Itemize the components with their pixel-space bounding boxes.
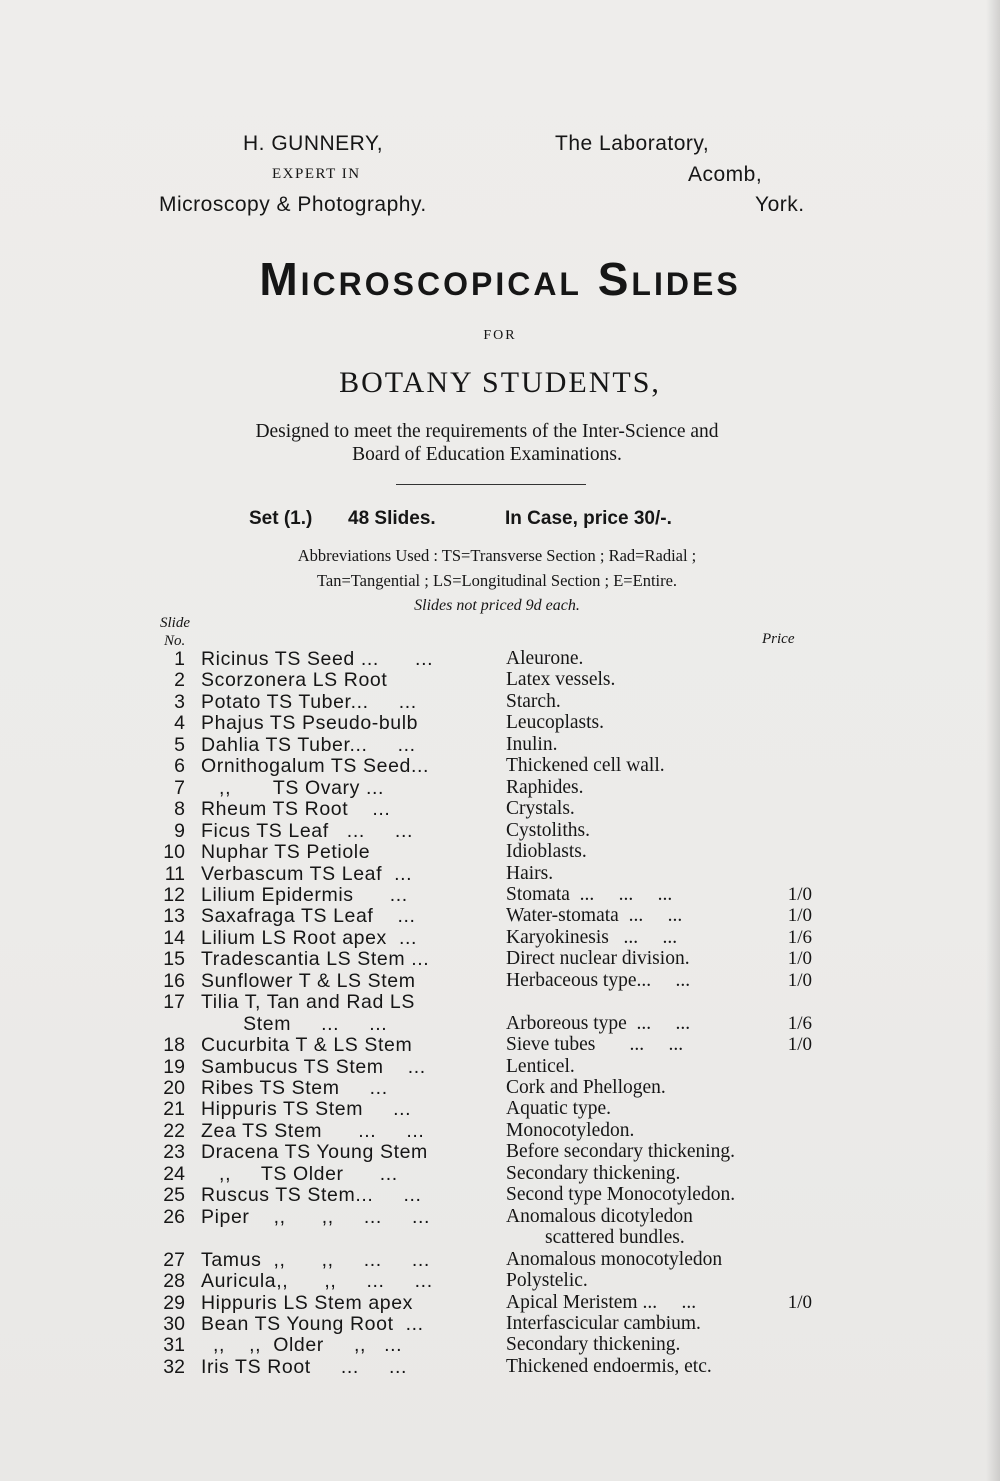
slide-specimen: Dracena TS Young Stem [201, 1141, 428, 1164]
slide-row [0, 712, 1000, 734]
slide-specimen: Zea TS Stem ... ... [201, 1119, 425, 1142]
slide-feature: Aquatic type. [506, 1098, 612, 1120]
slide-specimen: Auricula,, ,, ... ... [201, 1270, 433, 1293]
column-header-no: No. [164, 633, 186, 649]
slide-count: 48 Slides. [348, 508, 436, 529]
slide-number: 4 [174, 712, 185, 735]
slide-specimen: Phajus TS Pseudo-bulb [201, 712, 419, 735]
slide-feature: Karyokinesis ... ... [506, 926, 678, 948]
slide-specimen: Potato TS Tuber... ... [201, 690, 417, 713]
slide-specimen: Ficus TS Leaf ... ... [201, 819, 413, 842]
case-price: In Case, price 30/-. [505, 508, 672, 529]
slide-feature: Starch. [506, 690, 561, 712]
slide-number: 13 [163, 905, 185, 928]
address-line-1: The Laboratory, [555, 132, 710, 155]
slide-number: 23 [163, 1141, 185, 1164]
abbreviations-line-2: Tan=Tangential ; LS=Longitudinal Section ; E=Entire. [316, 571, 678, 590]
slide-specimen: Nuphar TS Petiole [201, 841, 371, 864]
slide-number: 31 [163, 1334, 185, 1357]
slide-number: 14 [163, 926, 185, 949]
slide-number: 22 [163, 1119, 185, 1142]
slide-number: 19 [163, 1055, 185, 1078]
slide-feature: Raphides. [506, 776, 584, 798]
slide-number: 24 [163, 1162, 185, 1185]
slide-number: 5 [174, 733, 185, 756]
slide-row [0, 1013, 1000, 1035]
slide-number: 3 [174, 690, 185, 713]
slide-specimen: Tamus ,, ,, ... ... [201, 1248, 430, 1271]
slide-number: 26 [163, 1205, 185, 1228]
slide-specimen: Piper ,, ,, ... ... [201, 1205, 431, 1228]
slide-feature: Anomalous dicotyledon [506, 1205, 693, 1227]
slide-number: 6 [174, 755, 185, 778]
slide-row [0, 1034, 1000, 1056]
slide-row [0, 669, 1000, 691]
slide-specimen: Ruscus TS Stem... ... [201, 1184, 422, 1207]
slide-feature: Monocotyledon. [506, 1119, 635, 1141]
slide-specimen: Lilium LS Root apex ... [201, 926, 417, 949]
slide-number: 29 [163, 1291, 185, 1314]
column-header-price: Price [762, 631, 795, 647]
slide-number: 27 [163, 1248, 185, 1271]
set-label: Set (1.) [249, 508, 313, 529]
slide-number: 7 [174, 776, 185, 799]
slide-number: 21 [163, 1098, 185, 1121]
slide-number: 16 [163, 969, 185, 992]
slide-row [0, 970, 1000, 992]
slide-feature: Aleurone. [506, 648, 584, 669]
slide-feature: Apical Meristem ... ... [506, 1291, 697, 1313]
slide-row [0, 1313, 1000, 1335]
slide-specimen: Verbascum TS Leaf ... [201, 862, 413, 885]
merchant-name: H. GUNNERY, [243, 132, 384, 155]
slide-specimen: Rheum TS Root ... [201, 798, 391, 821]
slide-row [0, 905, 1000, 927]
slide-feature: Stomata ... ... ... [506, 883, 673, 905]
slide-row [0, 1184, 1000, 1206]
column-header-slide: Slide [160, 615, 190, 631]
slide-row [0, 1249, 1000, 1271]
slide-feature: Thickened endoermis, etc. [506, 1355, 712, 1377]
slide-row [0, 1292, 1000, 1314]
slide-feature: Crystals. [506, 798, 575, 820]
page-subtitle: BOTANY STUDENTS, [339, 366, 661, 399]
slide-number: 28 [163, 1270, 185, 1293]
slide-number: 20 [163, 1077, 185, 1099]
slide-feature: Thickened cell wall. [506, 755, 665, 777]
slide-feature: Cystoliths. [506, 819, 590, 841]
slide-feature: Secondary thickening. [506, 1334, 681, 1356]
slide-price: 1/6 [787, 1012, 812, 1034]
slide-specimen: Sambucus TS Stem ... [201, 1055, 426, 1078]
slide-specimen: Dahlia TS Tuber... ... [201, 733, 416, 756]
slide-row [0, 1163, 1000, 1185]
slide-price: 1/0 [787, 969, 812, 991]
slide-number: 15 [163, 948, 185, 971]
slide-feature: Direct nuclear division. [506, 948, 690, 970]
slide-price: 1/0 [787, 1291, 812, 1313]
slide-row [0, 1077, 1000, 1099]
slide-number: 18 [163, 1034, 185, 1057]
expert-label: EXPERT IN [272, 166, 361, 182]
slide-feature: Polystelic. [506, 1270, 588, 1292]
slide-specimen: Scorzonera LS Root [201, 669, 388, 692]
designed-line-2: Board of Education Examinations. [352, 444, 622, 465]
slide-feature: Anomalous monocotyledon [506, 1248, 723, 1270]
slide-row [0, 820, 1000, 842]
slide-specimen: Ricinus TS Seed ... ... [201, 648, 434, 670]
slide-row [0, 1334, 1000, 1356]
slide-price: 1/0 [787, 948, 812, 970]
slide-feature: Sieve tubes ... ... [506, 1034, 684, 1056]
slide-number: 10 [163, 841, 185, 864]
slide-price: 1/0 [787, 905, 812, 927]
slide-price: 1/0 [787, 883, 812, 905]
slide-feature: Arboreous type ... ... [506, 1012, 691, 1034]
slide-number: 11 [164, 862, 185, 885]
slide-row [0, 691, 1000, 713]
slide-specimen: Iris TS Root ... ... [201, 1355, 408, 1378]
slide-feature: scattered bundles. [506, 1227, 685, 1249]
page-title: Microscopical Slides [259, 253, 741, 305]
slide-number: 1 [174, 648, 185, 670]
address-line-2: Acomb, [688, 163, 763, 186]
slide-feature: Lenticel. [506, 1055, 575, 1077]
slide-specimen: Hippuris TS Stem ... [201, 1098, 412, 1121]
slide-price: 1/0 [787, 1034, 812, 1056]
designed-note [0, 420, 974, 466]
slide-specimen: Bean TS Young Root ... [201, 1312, 424, 1335]
slide-number: 30 [163, 1312, 185, 1335]
slide-row [0, 798, 1000, 820]
slide-row [0, 1206, 1000, 1228]
slide-feature: Idioblasts. [506, 841, 587, 863]
slide-specimen: ,, TS Older ... [201, 1162, 398, 1185]
slide-number: 25 [163, 1184, 185, 1207]
slide-specimen: Ornithogalum TS Seed... [201, 755, 430, 778]
slide-number: 2 [174, 669, 185, 692]
slide-specimen: ,, ,, Older ,, ... [201, 1334, 403, 1357]
slide-row [0, 1227, 1000, 1249]
slide-row [0, 1356, 1000, 1378]
slide-specimen: Ribes TS Stem ... [201, 1077, 388, 1099]
slide-feature: Before secondary thickening. [506, 1141, 736, 1163]
slide-feature: Hairs. [506, 862, 554, 884]
slide-feature: Secondary thickening. [506, 1162, 681, 1184]
speciality-line: Microscopy & Photography. [159, 193, 427, 216]
slide-row [0, 1120, 1000, 1142]
slide-number: 12 [163, 883, 185, 906]
slide-row [0, 1270, 1000, 1292]
slide-row [0, 1141, 1000, 1163]
slide-feature: Cork and Phellogen. [506, 1077, 666, 1098]
slide-row [0, 991, 1000, 1013]
slide-row [0, 648, 1000, 670]
slide-specimen: Tilia T, Tan and Rad LS [201, 991, 415, 1014]
slide-number: 17 [163, 991, 185, 1014]
abbreviations-line-1: Abbreviations Used : TS=Transverse Section ; Rad=Radial ; [297, 546, 697, 565]
pricing-note: Slides not priced 9d each. [414, 597, 580, 614]
slide-row [0, 1098, 1000, 1120]
slide-specimen: Lilium Epidermis ... [201, 883, 408, 906]
for-label: FOR [483, 328, 517, 343]
slide-specimen: Sunflower T & LS Stem [201, 969, 416, 992]
slide-row [0, 1056, 1000, 1078]
slide-specimen: ,, TS Ovary ... [201, 776, 385, 799]
slide-row [0, 884, 1000, 906]
slide-row [0, 927, 1000, 949]
slide-specimen: Cucurbita T & LS Stem [201, 1034, 413, 1057]
slide-specimen: Saxafraga TS Leaf ... [201, 905, 416, 928]
slide-row [0, 777, 1000, 799]
slide-number: 9 [174, 819, 185, 842]
slide-row [0, 734, 1000, 756]
slide-number: 8 [174, 798, 185, 821]
designed-line-1: Designed to meet the requirements of the Inter-Science and [255, 421, 719, 442]
slide-row [0, 841, 1000, 863]
slide-specimen: Stem ... ... [201, 1012, 388, 1035]
divider-rule [396, 484, 586, 485]
slide-specimen: Hippuris LS Stem apex [201, 1291, 414, 1314]
slide-feature: Interfascicular cambium. [506, 1312, 701, 1334]
slide-feature: Water-stomata ... ... [506, 905, 683, 927]
slide-row [0, 948, 1000, 970]
slide-feature: Leucoplasts. [506, 712, 605, 734]
slide-specimen: Tradescantia LS Stem ... [201, 948, 430, 971]
slide-price: 1/6 [787, 926, 812, 948]
address-line-3: York. [755, 193, 805, 216]
slide-row [0, 755, 1000, 777]
slide-feature: Herbaceous type... ... [506, 969, 691, 991]
slide-feature: Latex vessels. [506, 669, 616, 691]
slide-feature: Second type Monocotyledon. [506, 1184, 736, 1206]
slide-number: 32 [163, 1355, 185, 1378]
slide-row [0, 863, 1000, 885]
slide-feature: Inulin. [506, 733, 558, 755]
